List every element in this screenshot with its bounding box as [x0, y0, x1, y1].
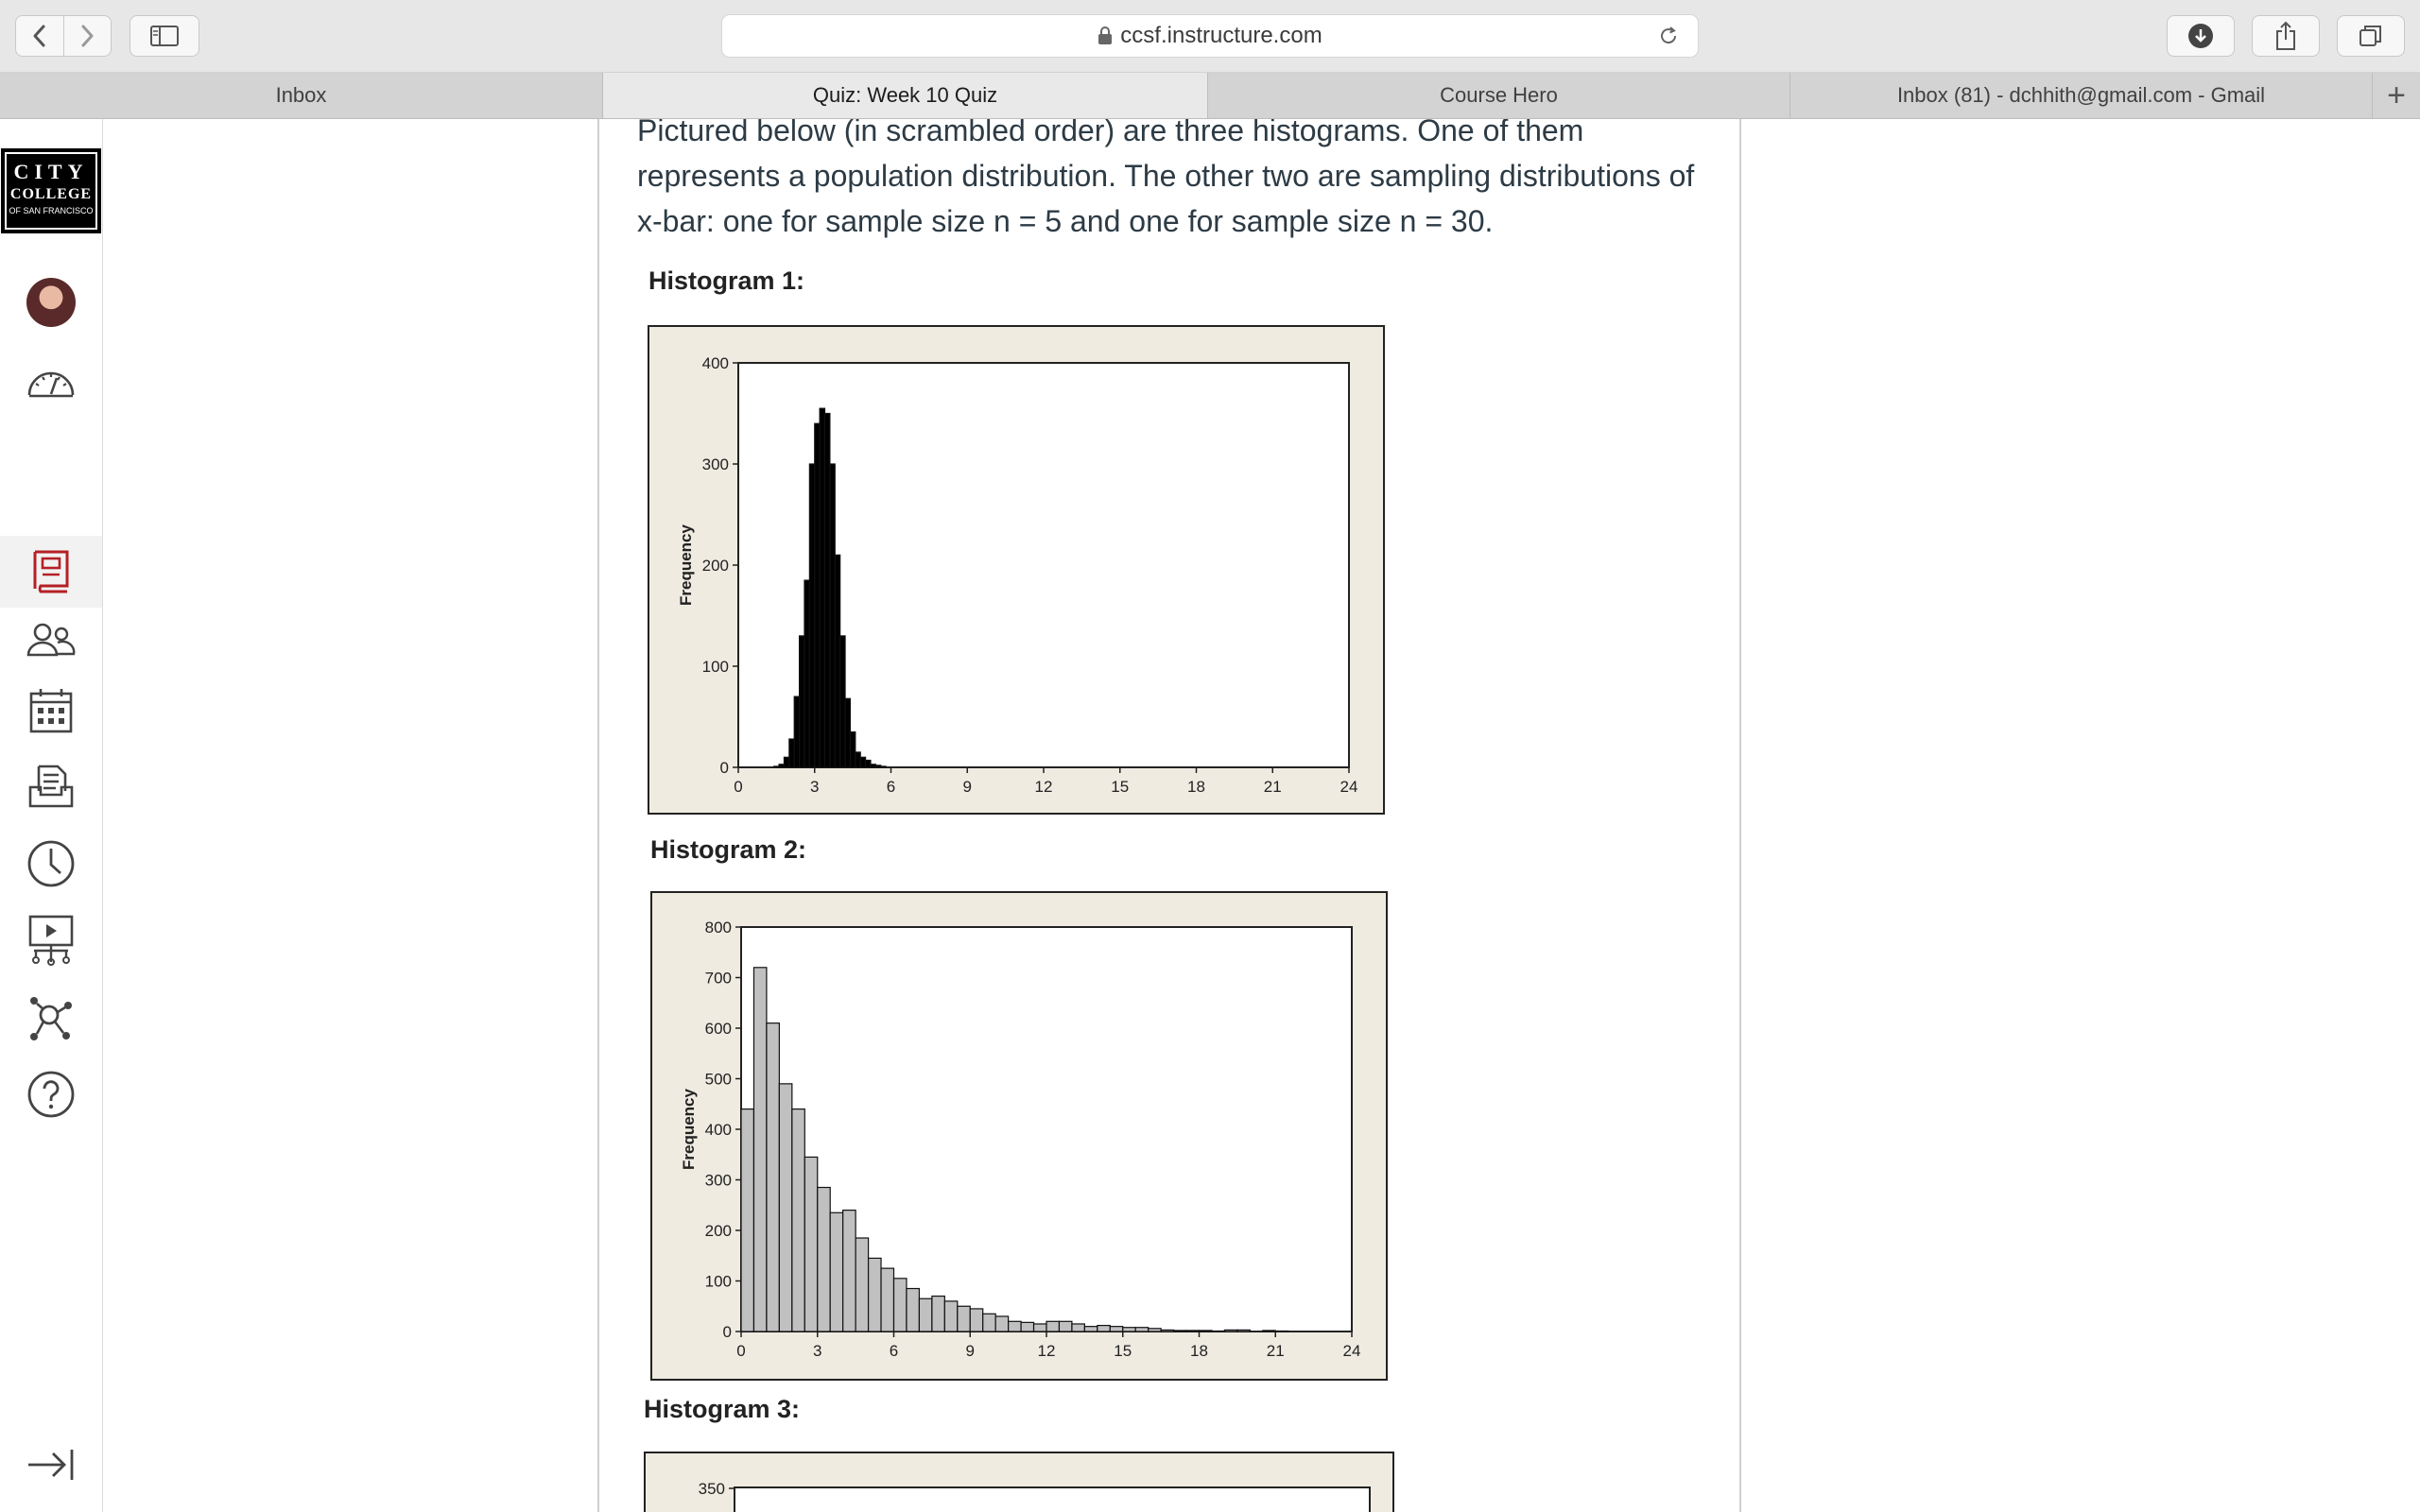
histogram-bar: [869, 1258, 881, 1332]
calendar-icon: [28, 687, 74, 734]
histogram-bar: [1059, 1321, 1071, 1332]
histogram-bar: [774, 766, 779, 767]
reload-icon[interactable]: [1656, 24, 1681, 48]
histogram-bar: [932, 1297, 944, 1332]
histogram-1-chart: [649, 327, 1383, 813]
histogram-bar: [1224, 1330, 1236, 1332]
histogram-bar: [958, 1306, 970, 1332]
histogram-bar: [875, 765, 880, 767]
share-icon: [2273, 21, 2298, 51]
logo-line-2: COLLEGE: [9, 186, 93, 202]
tabs-overview-icon: [2358, 23, 2384, 49]
browser-toolbar: [0, 0, 2420, 73]
y-tick-label: 200: [704, 1222, 732, 1240]
clock-icon: [26, 839, 76, 888]
histogram-bar: [1174, 1331, 1186, 1332]
x-tick-label: 24: [1340, 778, 1358, 796]
histogram-2-chart: [652, 893, 1386, 1379]
tab-label: Inbox: [275, 83, 327, 107]
avatar: [26, 278, 76, 327]
histogram-bar: [779, 1084, 791, 1332]
histogram-bar: [1186, 1331, 1199, 1332]
x-tick-label: 15: [1111, 778, 1130, 796]
histogram-bar: [983, 1314, 995, 1332]
histogram-bar: [843, 1211, 856, 1332]
histogram-2-frame: [650, 891, 1388, 1381]
commons-icon: [26, 994, 76, 1043]
histogram-2-label: Histogram 2:: [650, 835, 807, 864]
download-icon: [2187, 22, 2215, 50]
x-tick-label: 12: [1037, 1342, 1056, 1360]
histogram-bar: [944, 1301, 957, 1332]
histogram-bar: [804, 1157, 817, 1332]
tab-course-hero[interactable]: [1208, 73, 1790, 118]
y-axis-label: Frequency: [677, 524, 695, 606]
histogram-bar: [809, 464, 814, 767]
histogram-bar: [1110, 1327, 1122, 1332]
x-tick-label: 12: [1034, 778, 1053, 796]
collapse-nav-button[interactable]: [0, 1431, 102, 1499]
histogram-bar: [850, 732, 855, 767]
x-tick-label: 9: [962, 778, 972, 796]
histogram-bar: [871, 765, 875, 767]
histogram-bar: [830, 1212, 842, 1332]
histogram-1-frame: [648, 325, 1385, 815]
histogram-bar: [767, 1023, 779, 1332]
nav-account[interactable]: [0, 268, 102, 336]
histogram-bar: [1161, 1330, 1173, 1332]
lock-icon: [1098, 26, 1113, 45]
histogram-bar: [970, 1309, 982, 1332]
histogram-bar: [800, 636, 804, 767]
tab-label: Inbox (81) - dchhith@gmail.com - Gmail: [1896, 83, 2266, 107]
histogram-bar: [860, 757, 865, 767]
y-tick-label: 600: [704, 1020, 732, 1038]
histogram-bar: [1200, 1331, 1212, 1332]
y-tick-label: 200: [701, 557, 729, 575]
histogram-bar: [1263, 1331, 1275, 1332]
histogram-bar: [820, 408, 824, 767]
back-button[interactable]: [16, 16, 63, 56]
dashboard-icon: [26, 363, 77, 401]
plot-area: [735, 1487, 1370, 1512]
histogram-bar: [789, 739, 794, 767]
share-button[interactable]: [2252, 15, 2320, 57]
y-tick-label: 500: [704, 1070, 732, 1089]
courses-icon: [31, 548, 71, 595]
histogram-bar: [845, 698, 850, 767]
x-tick-label: 15: [1114, 1342, 1132, 1360]
logo-line-1: CITY: [13, 160, 89, 183]
histogram-3-chart: [646, 1453, 1392, 1512]
y-tick-label: 100: [701, 658, 729, 676]
nav-studio[interactable]: [0, 905, 102, 973]
nav-dashboard[interactable]: [0, 348, 102, 416]
forward-button[interactable]: [63, 16, 111, 56]
histogram-bar: [907, 1289, 919, 1332]
histogram-bar: [779, 765, 784, 767]
sidebar-toggle-button[interactable]: [130, 15, 199, 57]
histogram-bar: [835, 555, 839, 767]
studio-icon: [26, 913, 76, 966]
url-text: ccsf.instructure.com: [1120, 23, 1322, 48]
x-tick-label: 6: [886, 778, 896, 796]
histogram-bar: [881, 1268, 893, 1332]
question-text: Pictured below (in scrambled order) are three histograms. One of them represents a population distribution. The other two are sampling distributions of x-bar: one for sample size n = 5 and one for sample size n = 30.: [637, 119, 1695, 238]
histogram-bar: [818, 1188, 830, 1332]
histogram-bar: [856, 1238, 868, 1332]
histogram-3-frame: [644, 1452, 1394, 1512]
nav-history[interactable]: [0, 830, 102, 898]
show-tabs-button[interactable]: [2337, 15, 2405, 57]
nav-courses[interactable]: [0, 536, 102, 608]
y-tick-label: 700: [704, 969, 732, 988]
histogram-bar: [1046, 1321, 1059, 1332]
tab-quiz[interactable]: [603, 73, 1208, 118]
chevron-left-icon: [30, 24, 49, 48]
nav-groups[interactable]: [0, 606, 102, 674]
histogram-bar: [995, 1316, 1008, 1332]
histogram-bar: [1123, 1328, 1135, 1332]
inbox-icon: [27, 763, 75, 810]
histogram-bar: [866, 761, 871, 767]
histogram-bar: [894, 1279, 907, 1332]
tab-label: Course Hero: [1440, 83, 1558, 107]
nav-calendar[interactable]: [0, 677, 102, 745]
histogram-bar: [825, 414, 830, 768]
history-nav-group: [15, 15, 112, 57]
x-tick-label: 21: [1263, 778, 1282, 796]
y-tick-label: 300: [704, 1171, 732, 1190]
x-tick-label: 3: [813, 1342, 822, 1360]
histogram-bar: [815, 423, 820, 767]
x-tick-label: 6: [889, 1342, 899, 1360]
histogram-bar: [753, 968, 766, 1332]
logo-line-3: OF SAN FRANCISCO: [9, 206, 94, 215]
plus-icon: +: [2387, 77, 2406, 113]
sidebar-icon: [149, 25, 180, 47]
histogram-bar: [804, 580, 809, 767]
x-tick-label: 3: [810, 778, 820, 796]
tab-inbox[interactable]: [0, 73, 603, 118]
histogram-bar: [1212, 1331, 1224, 1332]
histogram-bar: [792, 1109, 804, 1332]
y-tick-label: 0: [719, 759, 729, 777]
y-tick-label: 100: [704, 1272, 732, 1291]
help-icon: [26, 1070, 76, 1119]
y-axis-label: Frequency: [680, 1089, 698, 1170]
histogram-bar: [830, 464, 835, 767]
histogram-bar: [1034, 1324, 1046, 1332]
chevron-right-icon: [78, 24, 96, 48]
histogram-bar: [840, 636, 845, 767]
college-logo[interactable]: [1, 148, 101, 233]
histogram-1-label: Histogram 1:: [648, 266, 805, 295]
collapse-arrow-icon: [25, 1446, 78, 1484]
histogram-bar: [784, 757, 788, 767]
histogram-bar: [1135, 1328, 1148, 1332]
histogram-bar: [741, 1109, 753, 1332]
address-bar[interactable]: [721, 14, 1699, 58]
global-navigation: [0, 119, 103, 1512]
y-tick-label: 350: [698, 1480, 725, 1498]
histogram-bar: [919, 1298, 931, 1332]
new-tab-button[interactable]: [2373, 73, 2420, 118]
downloads-button[interactable]: [2167, 15, 2235, 57]
y-tick-label: 400: [701, 354, 729, 372]
x-tick-label: 9: [965, 1342, 975, 1360]
histogram-bar: [1237, 1330, 1250, 1332]
histogram-bar: [1098, 1326, 1110, 1332]
y-tick-label: 300: [701, 455, 729, 473]
x-tick-label: 18: [1190, 1342, 1208, 1360]
y-tick-label: 400: [704, 1121, 732, 1139]
histogram-3-label: Histogram 3:: [644, 1395, 801, 1423]
x-tick-label: 18: [1187, 778, 1205, 796]
x-tick-label: 24: [1342, 1342, 1361, 1360]
y-tick-label: 0: [722, 1323, 732, 1341]
x-tick-label: 0: [736, 1342, 746, 1360]
histogram-bar: [1072, 1324, 1084, 1332]
histogram-bar: [1084, 1327, 1097, 1332]
y-tick-label: 800: [704, 919, 732, 936]
tab-bar: [0, 73, 2420, 119]
histogram-bar: [794, 696, 799, 767]
histogram-bar: [1275, 1331, 1288, 1332]
nav-inbox[interactable]: [0, 752, 102, 820]
x-tick-label: 0: [734, 778, 743, 796]
nav-help[interactable]: [0, 1060, 102, 1128]
histogram-bar: [1021, 1322, 1033, 1332]
tab-label: Quiz: Week 10 Quiz: [812, 83, 998, 107]
quiz-content: [597, 119, 1741, 1512]
x-tick-label: 21: [1266, 1342, 1285, 1360]
tab-gmail[interactable]: [1790, 73, 2373, 118]
histogram-bar: [1149, 1329, 1161, 1332]
groups-icon: [26, 621, 77, 659]
histogram-bar: [881, 766, 886, 767]
histogram-bar: [1009, 1321, 1021, 1332]
nav-commons[interactable]: [0, 985, 102, 1053]
histogram-bar: [856, 752, 860, 767]
